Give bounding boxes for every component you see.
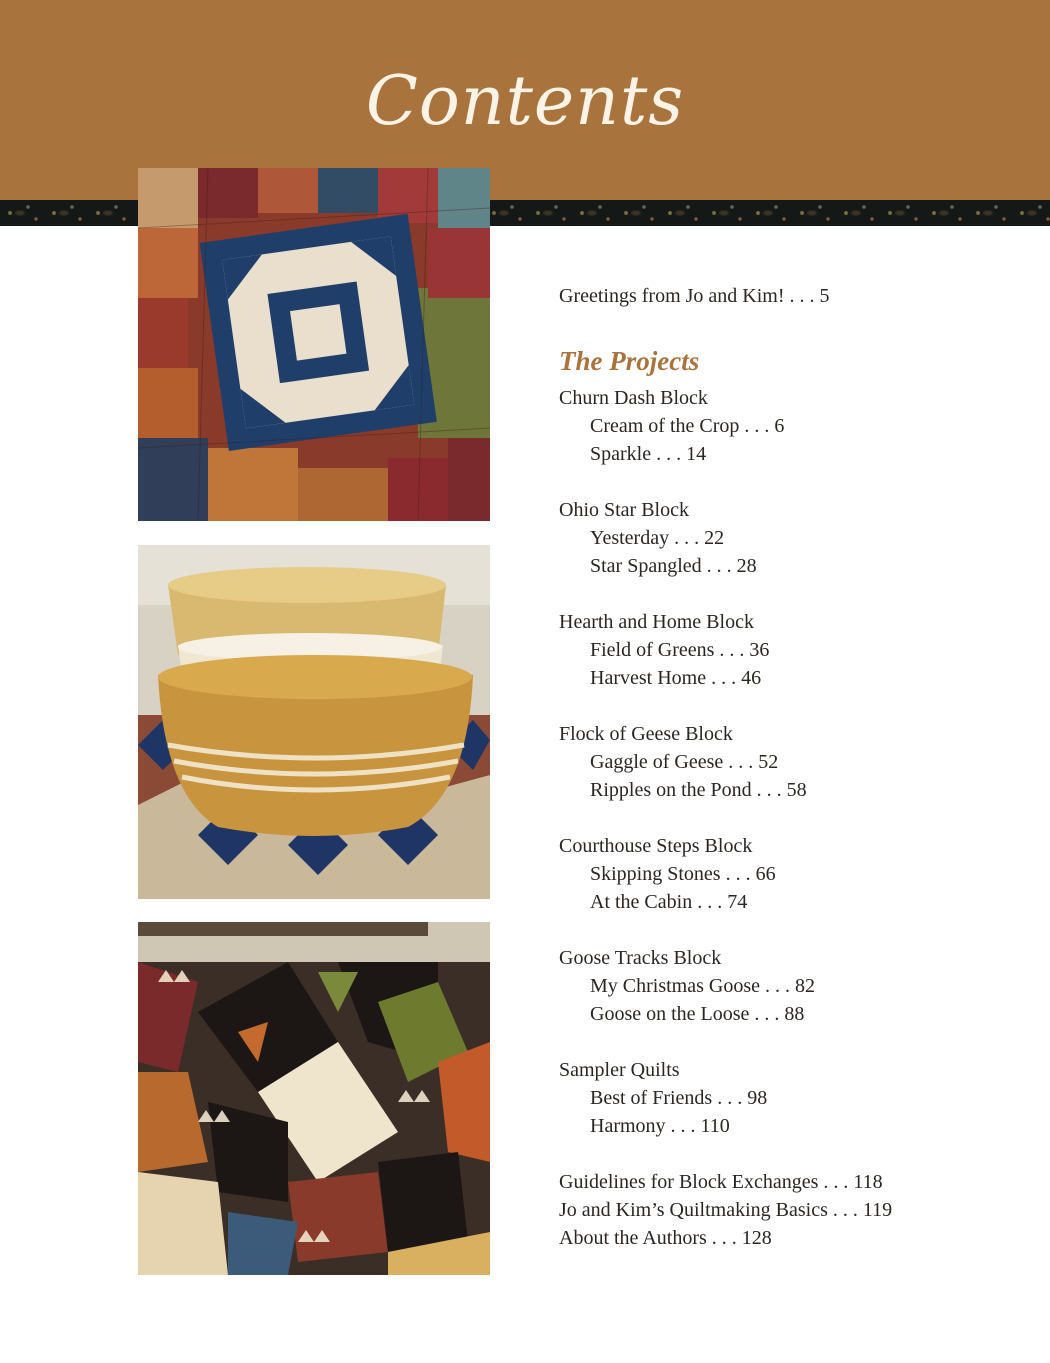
toc-group bbox=[559, 1056, 1029, 1140]
toc-group-title[interactable]: Flock of Geese Block bbox=[559, 723, 733, 745]
toc-entry-basics[interactable]: Jo and Kim’s Quiltmaking Basics . . . 119 bbox=[559, 1199, 893, 1221]
toc-group-title[interactable]: Goose Tracks Block bbox=[559, 947, 722, 969]
toc-entry[interactable]: Harmony . . . 110 bbox=[590, 1115, 730, 1137]
toc-group bbox=[559, 720, 1029, 804]
toc-entry[interactable]: Cream of the Crop . . . 6 bbox=[590, 415, 785, 437]
toc-group-title[interactable]: Sampler Quilts bbox=[559, 1059, 680, 1081]
toc-extras bbox=[559, 1168, 1029, 1252]
toc-entry-about-authors[interactable]: About the Authors . . . 128 bbox=[559, 1227, 772, 1249]
toc-entry-guidelines[interactable]: Guidelines for Block Exchanges . . . 118 bbox=[559, 1171, 883, 1193]
quilt-block-photo bbox=[138, 168, 490, 521]
toc-entry[interactable]: Field of Greens . . . 36 bbox=[590, 639, 770, 661]
toc-group-title[interactable]: Courthouse Steps Block bbox=[559, 835, 753, 857]
toc-entry[interactable]: Ripples on the Pond . . . 58 bbox=[590, 779, 807, 801]
toc-entry[interactable]: Best of Friends . . . 98 bbox=[590, 1087, 768, 1109]
toc-group bbox=[559, 944, 1029, 1028]
toc-entry[interactable]: Harvest Home . . . 46 bbox=[590, 667, 762, 689]
stacked-bowls-photo bbox=[138, 545, 490, 899]
toc-entry[interactable]: Sparkle . . . 14 bbox=[590, 443, 707, 465]
toc-group-title[interactable]: Hearth and Home Block bbox=[559, 611, 754, 633]
toc-group-title[interactable]: Churn Dash Block bbox=[559, 387, 708, 409]
toc-entry[interactable]: Gaggle of Geese . . . 52 bbox=[590, 751, 779, 773]
toc-entry[interactable]: Yesterday . . . 22 bbox=[590, 527, 725, 549]
section-heading-projects: The Projects bbox=[559, 346, 700, 376]
toc-entry[interactable]: Skipping Stones . . . 66 bbox=[590, 863, 776, 885]
table-of-contents bbox=[559, 282, 1029, 1252]
toc-entry[interactable]: At the Cabin . . . 74 bbox=[590, 891, 748, 913]
toc-group bbox=[559, 496, 1029, 580]
page-title: Contents bbox=[365, 62, 685, 141]
toc-entry[interactable]: Star Spangled . . . 28 bbox=[590, 555, 757, 577]
toc-group-title[interactable]: Ohio Star Block bbox=[559, 499, 689, 521]
star-quilt-photo bbox=[138, 922, 490, 1275]
toc-group bbox=[559, 384, 1029, 468]
toc-entry[interactable]: My Christmas Goose . . . 82 bbox=[590, 975, 815, 997]
toc-entry-greeting[interactable]: Greetings from Jo and Kim! . . . 5 bbox=[559, 285, 830, 307]
toc-entry[interactable]: Goose on the Loose . . . 88 bbox=[590, 1003, 805, 1025]
toc-group bbox=[559, 832, 1029, 916]
toc-group bbox=[559, 608, 1029, 692]
